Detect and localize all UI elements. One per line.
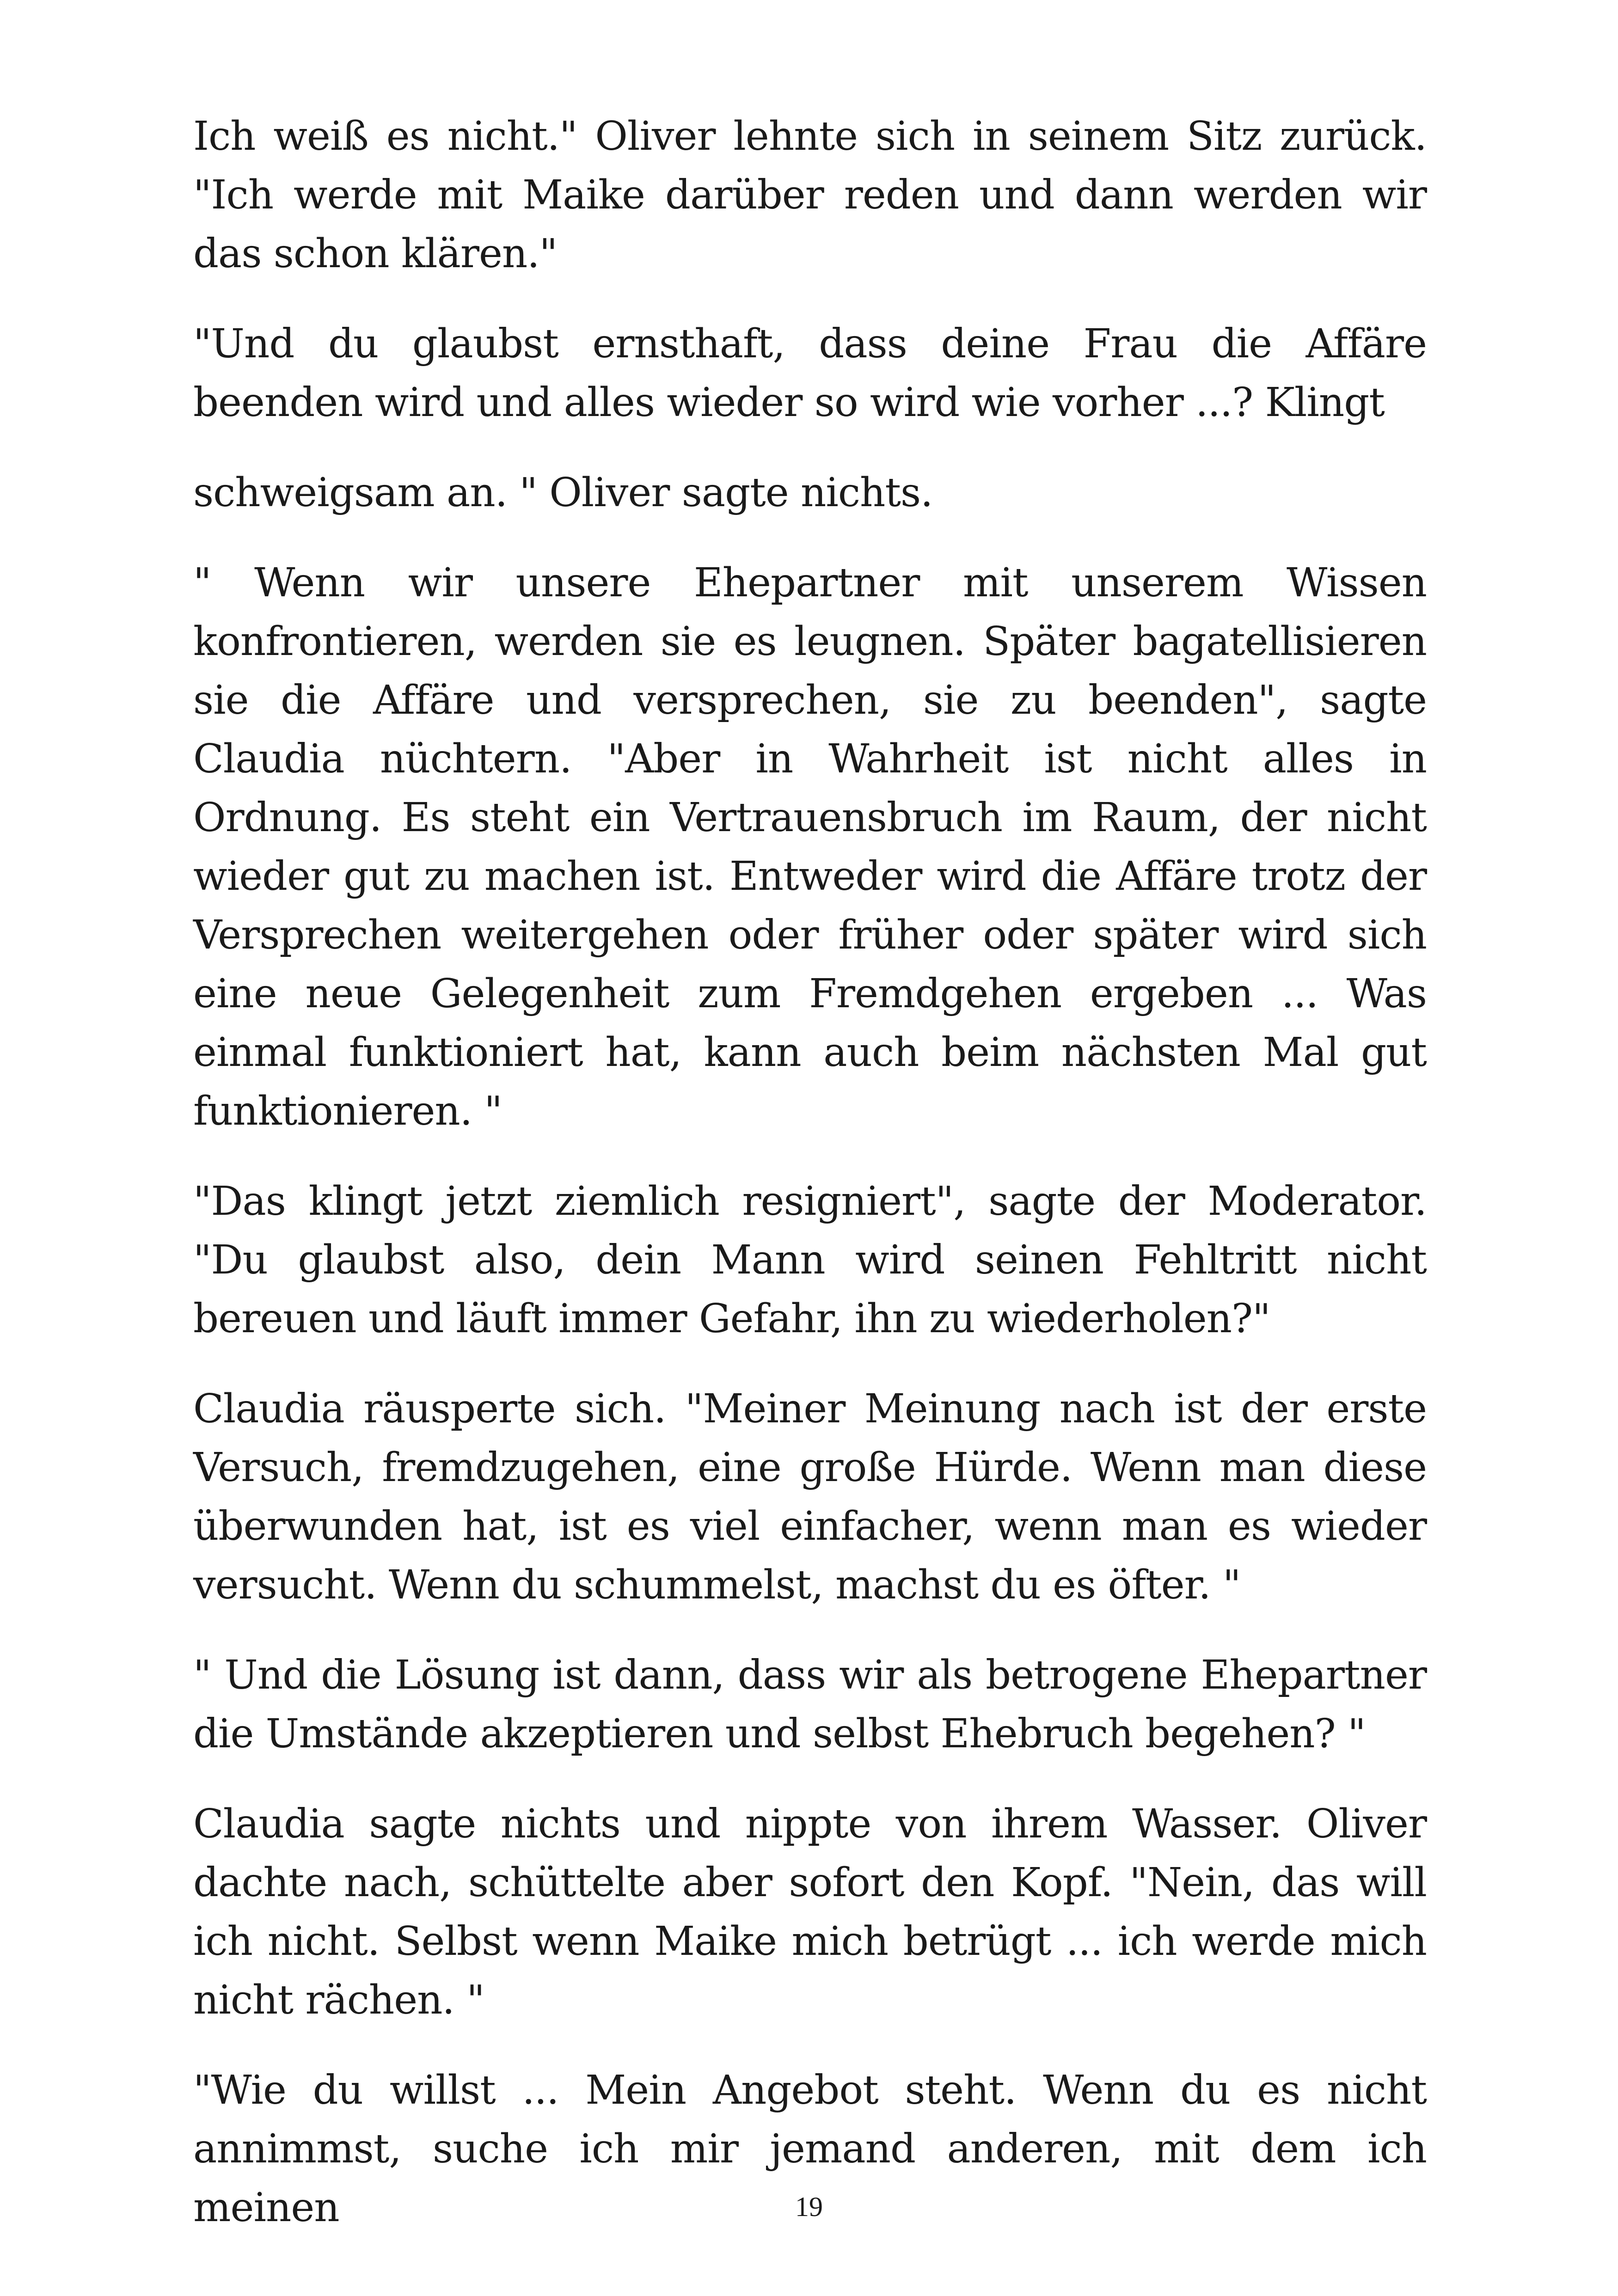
paragraph-8: Claudia sagte nichts und nippte von ihrem Wasser. Oliver dachte nach, schüttelte aber sofort den Kopf. "Nein, das will ich nicht. Selbst wenn Maike mich betrügt ... ich werde mich nicht rächen. "	[193, 1801, 1427, 2023]
paragraph-1: Ich weiß es nicht." Oliver lehnte sich in seinem Sitz zurück. "Ich werde mit Maike darüber reden und dann werden wir das schon klären."	[193, 113, 1427, 277]
paragraph-9: "Wie du willst ... Mein Angebot steht. Wenn du es nicht annimmst, suche ich mir jemand anderen, mit dem ich meinen	[193, 2067, 1427, 2231]
body-text	[193, 107, 1427, 2269]
paragraph-6: Claudia räusperte sich. "Meiner Meinung nach ist der erste Versuch, fremdzugehen, eine große Hürde. Wenn man diese überwunden hat, ist es viel einfacher, wenn man es wieder versucht. Wenn du schummelst, machst du es öfter. "	[193, 1386, 1427, 1608]
paragraph-4: " Wenn wir unsere Ehepartner mit unserem Wissen konfrontieren, werden sie es leugnen. Später bagatellisieren sie die Affäre und versprechen, sie zu beenden", sagte Claudia nüchtern. "Aber in Wahrheit ist nicht alles in Ordnung. Es steht ein Vertrauensbruch im Raum, der nicht wieder gut zu machen ist. Entweder wird die Affäre trotz der Versprechen weitergehen oder früher oder später wird sich eine neue Gelegenheit zum Fremdgehen ergeben ... Was einmal funktioniert hat, kann auch beim nächsten Mal gut funktionieren. "	[193, 560, 1427, 1134]
paragraph-5: "Das klingt jetzt ziemlich resigniert", sagte der Moderator. "Du glaubst also, dein Mann wird seinen Fehltritt nicht bereuen und läuft immer Gefahr, ihn zu wiederholen?"	[193, 1178, 1427, 1342]
paragraph-3: schweigsam an. " Oliver sagte nichts.	[193, 470, 933, 516]
paragraph-7: " Und die Lösung ist dann, dass wir als betrogene Ehepartner die Umstände akzeptieren und selbst Ehebruch begehen? "	[193, 1652, 1427, 1757]
paragraph-2: "Und du glaubst ernsthaft, dass deine Frau die Affäre beenden wird und alles wieder so wird wie vorher ...? Klingt	[193, 321, 1427, 426]
page-number: 19	[795, 2192, 823, 2222]
